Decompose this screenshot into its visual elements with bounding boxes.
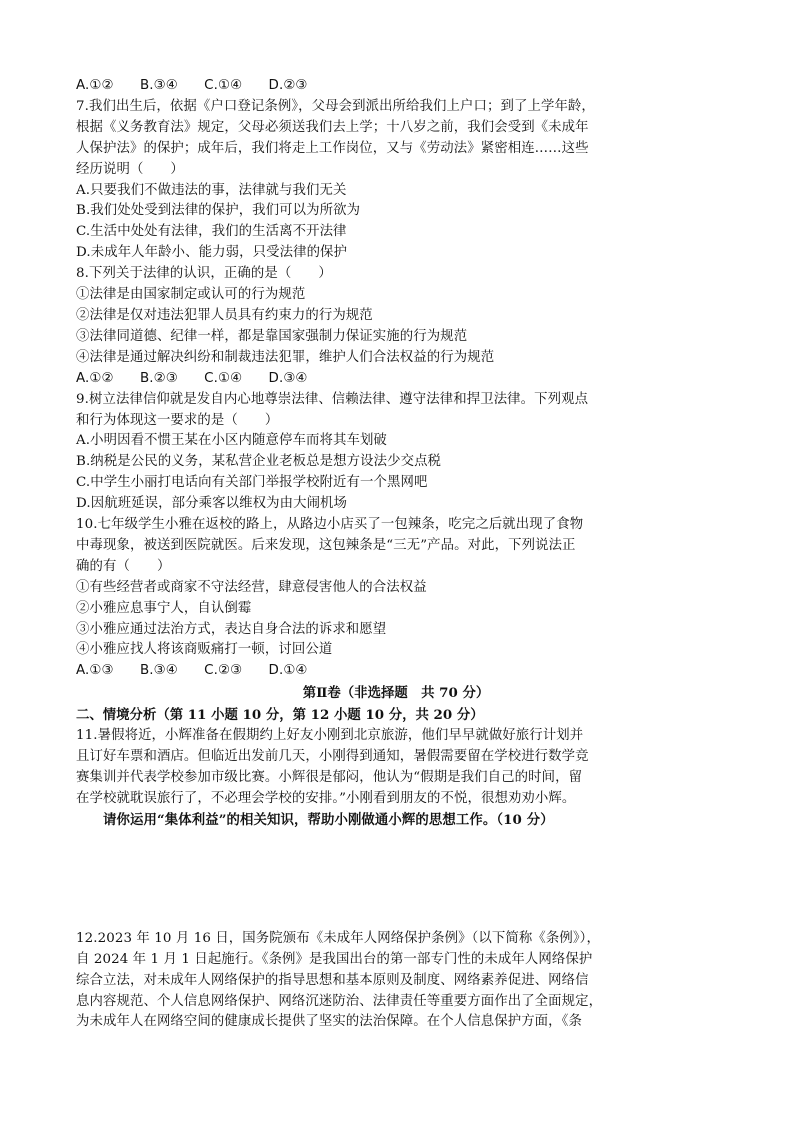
q8-stem: 8.下列关于法律的认识，正确的是（ ） [76,266,332,282]
q7-choice-d[interactable]: D.未成年人年龄小、能力弱，只受法律的保护 [76,245,348,261]
q12-line: 12.2023 年 10 月 16 日，国务院颁布《未成年人网络保护条例》（以下简称《条例》）， [76,930,600,946]
q9-stem-line: 和行为体现这一要求的是（ ） [76,412,279,428]
q10-options [76,661,716,682]
q10-stem-line: 10.七年级学生小雅在返校的路上，从路边小店买了一包辣条，吃完之后就出现了食物 [76,517,584,533]
q10-option-d[interactable]: D.①④ [268,663,308,679]
q7-stem-line: 经历说明（ ） [76,161,184,177]
question-12 [76,929,716,1034]
q9-stem-line: 9.树立法律信仰就是发自内心地尊崇法律、信赖法律、遵守法律和捍卫法律。下列观点 [76,391,589,407]
q7-stem-line: 7.我们出生后，依据《户口登记条例》，父母会到派出所给我们上户口；到了上学年龄， [76,98,595,114]
q10-item-1: ①有些经营者或商家不守法经营，肆意侵害他人的合法权益 [76,579,427,595]
section-2-heading: 二、情境分析（第 11 小题 10 分，第 12 小题 10 分，共 20 分） [76,707,484,724]
q10-option-b[interactable]: B.③④ [139,663,178,679]
q7-stem-line: 根据《义务教育法》规定，父母必须送我们去上学；十八岁之前，我们会受到《未成年 [76,119,589,135]
q6-option-a[interactable]: A.①② [76,78,114,93]
q8-item-2: ②法律是仅对违法犯罪人员具有约束力的行为规范 [76,307,373,323]
q10-item-3: ③小雅应通过法治方式，表达自身合法的诉求和愿望 [76,621,387,637]
q12-line: 自 2024 年 1 月 1 日起施行。《条例》是我国出台的第一部专门性的未成年人网络保护 [76,951,593,967]
q8-option-c[interactable]: C.①④ [204,370,243,386]
q9-choice-b[interactable]: B.纳税是公民的义务，某私营企业老板总是想方设法少交点税 [76,454,442,470]
q12-line: 综合立法，对未成年人网络保护的指导思想和基本原则及制度、网络素养促进、网络信 [76,972,589,988]
q6-option-b[interactable]: B.③④ [139,78,178,93]
question-9 [76,390,716,515]
q8-item-4: ④法律是通过解决纠纷和制裁违法犯罪，维护人们合法权益的行为规范 [76,349,495,365]
q7-choice-a[interactable]: A.只要我们不做违法的事，法律就与我们无关 [76,182,347,198]
q11-line: 且订好车票和酒店。但临近出发前几天，小刚得到通知，暑假需要留在学校进行数学竞 [76,749,589,765]
q11-line: 11.暑假将近，小辉准备在假期约上好友小刚到北京旅游，他们早早就做好旅行计划并 [76,728,584,744]
question-10 [76,515,716,682]
q6-options [76,76,716,97]
q7-choice-c[interactable]: C.生活中处处有法律，我们的生活离不开法律 [76,224,347,240]
q10-item-4: ④小雅应找人将该商贩痛打一顿，讨回公道 [76,642,333,658]
q12-line: 为未成年人在网络空间的健康成长提供了坚实的法治保障。在个人信息保护方面，《条 [76,1014,582,1030]
q7-stem-line: 人保护法》的保护；成年后，我们将走上工作岗位，又与《劳动法》紧密相连……这些 [76,140,589,156]
q9-choice-d[interactable]: D.因航班延误，部分乘客以维权为由大闹机场 [76,496,348,512]
exam-page [76,76,716,1033]
q8-option-d[interactable]: D.③④ [268,370,308,386]
q6-option-c[interactable]: C.①④ [204,78,243,93]
q10-stem-line: 确的有（ ） [76,558,171,574]
q7-choice-b[interactable]: B.我们处处受到法律的保护，我们可以为所欲为 [76,203,361,219]
q8-options [76,369,716,390]
q11-line: 赛集训并代表学校参加市级比赛。小辉很是郁闷，他认为“假期是我们自己的时间，留 [76,770,583,786]
q10-option-a[interactable]: A.①③ [76,663,114,679]
q8-option-b[interactable]: B.②③ [139,370,178,386]
question-11 [76,726,716,831]
q12-line: 息内容规范、个人信息网络保护、网络沉迷防治、法律责任等重要方面作出了全面规定， [76,993,603,1009]
q8-option-a[interactable]: A.①② [76,370,114,386]
q8-item-1: ①法律是由国家制定或认可的行为规范 [76,287,306,303]
q6-option-d[interactable]: D.②③ [268,78,308,93]
q9-choice-c[interactable]: C.中学生小丽打电话向有关部门举报学校附近有一个黑网吧 [76,475,428,491]
q10-stem-line: 中毒现象，被送到医院就医。后来发现，这包辣条是“三无”产品。对此，下列说法正 [76,537,576,553]
q10-item-2: ②小雅应息事宁人，自认倒霉 [76,600,252,616]
q11-prompt: 请你运用“集体利益”的相关知识，帮助小刚做通小辉的思想工作。（10 分） [103,811,554,828]
q10-option-c[interactable]: C.②③ [204,663,243,679]
answer-space[interactable] [76,831,716,927]
question-8 [76,264,716,389]
q9-choice-a[interactable]: A.小明因看不惯王某在小区内随意停车而将其车划破 [76,433,387,449]
question-7 [76,97,716,264]
q8-item-3: ③法律同道德、纪律一样，都是靠国家强制力保证实施的行为规范 [76,328,468,344]
part-2-title: 第Ⅱ卷（非选择题 共 70 分） [302,685,490,702]
q11-line: 在学校就耽误旅行了，不必理会学校的安排。”小刚看到朋友的不悦，很想劝劝小辉。 [76,791,576,806]
